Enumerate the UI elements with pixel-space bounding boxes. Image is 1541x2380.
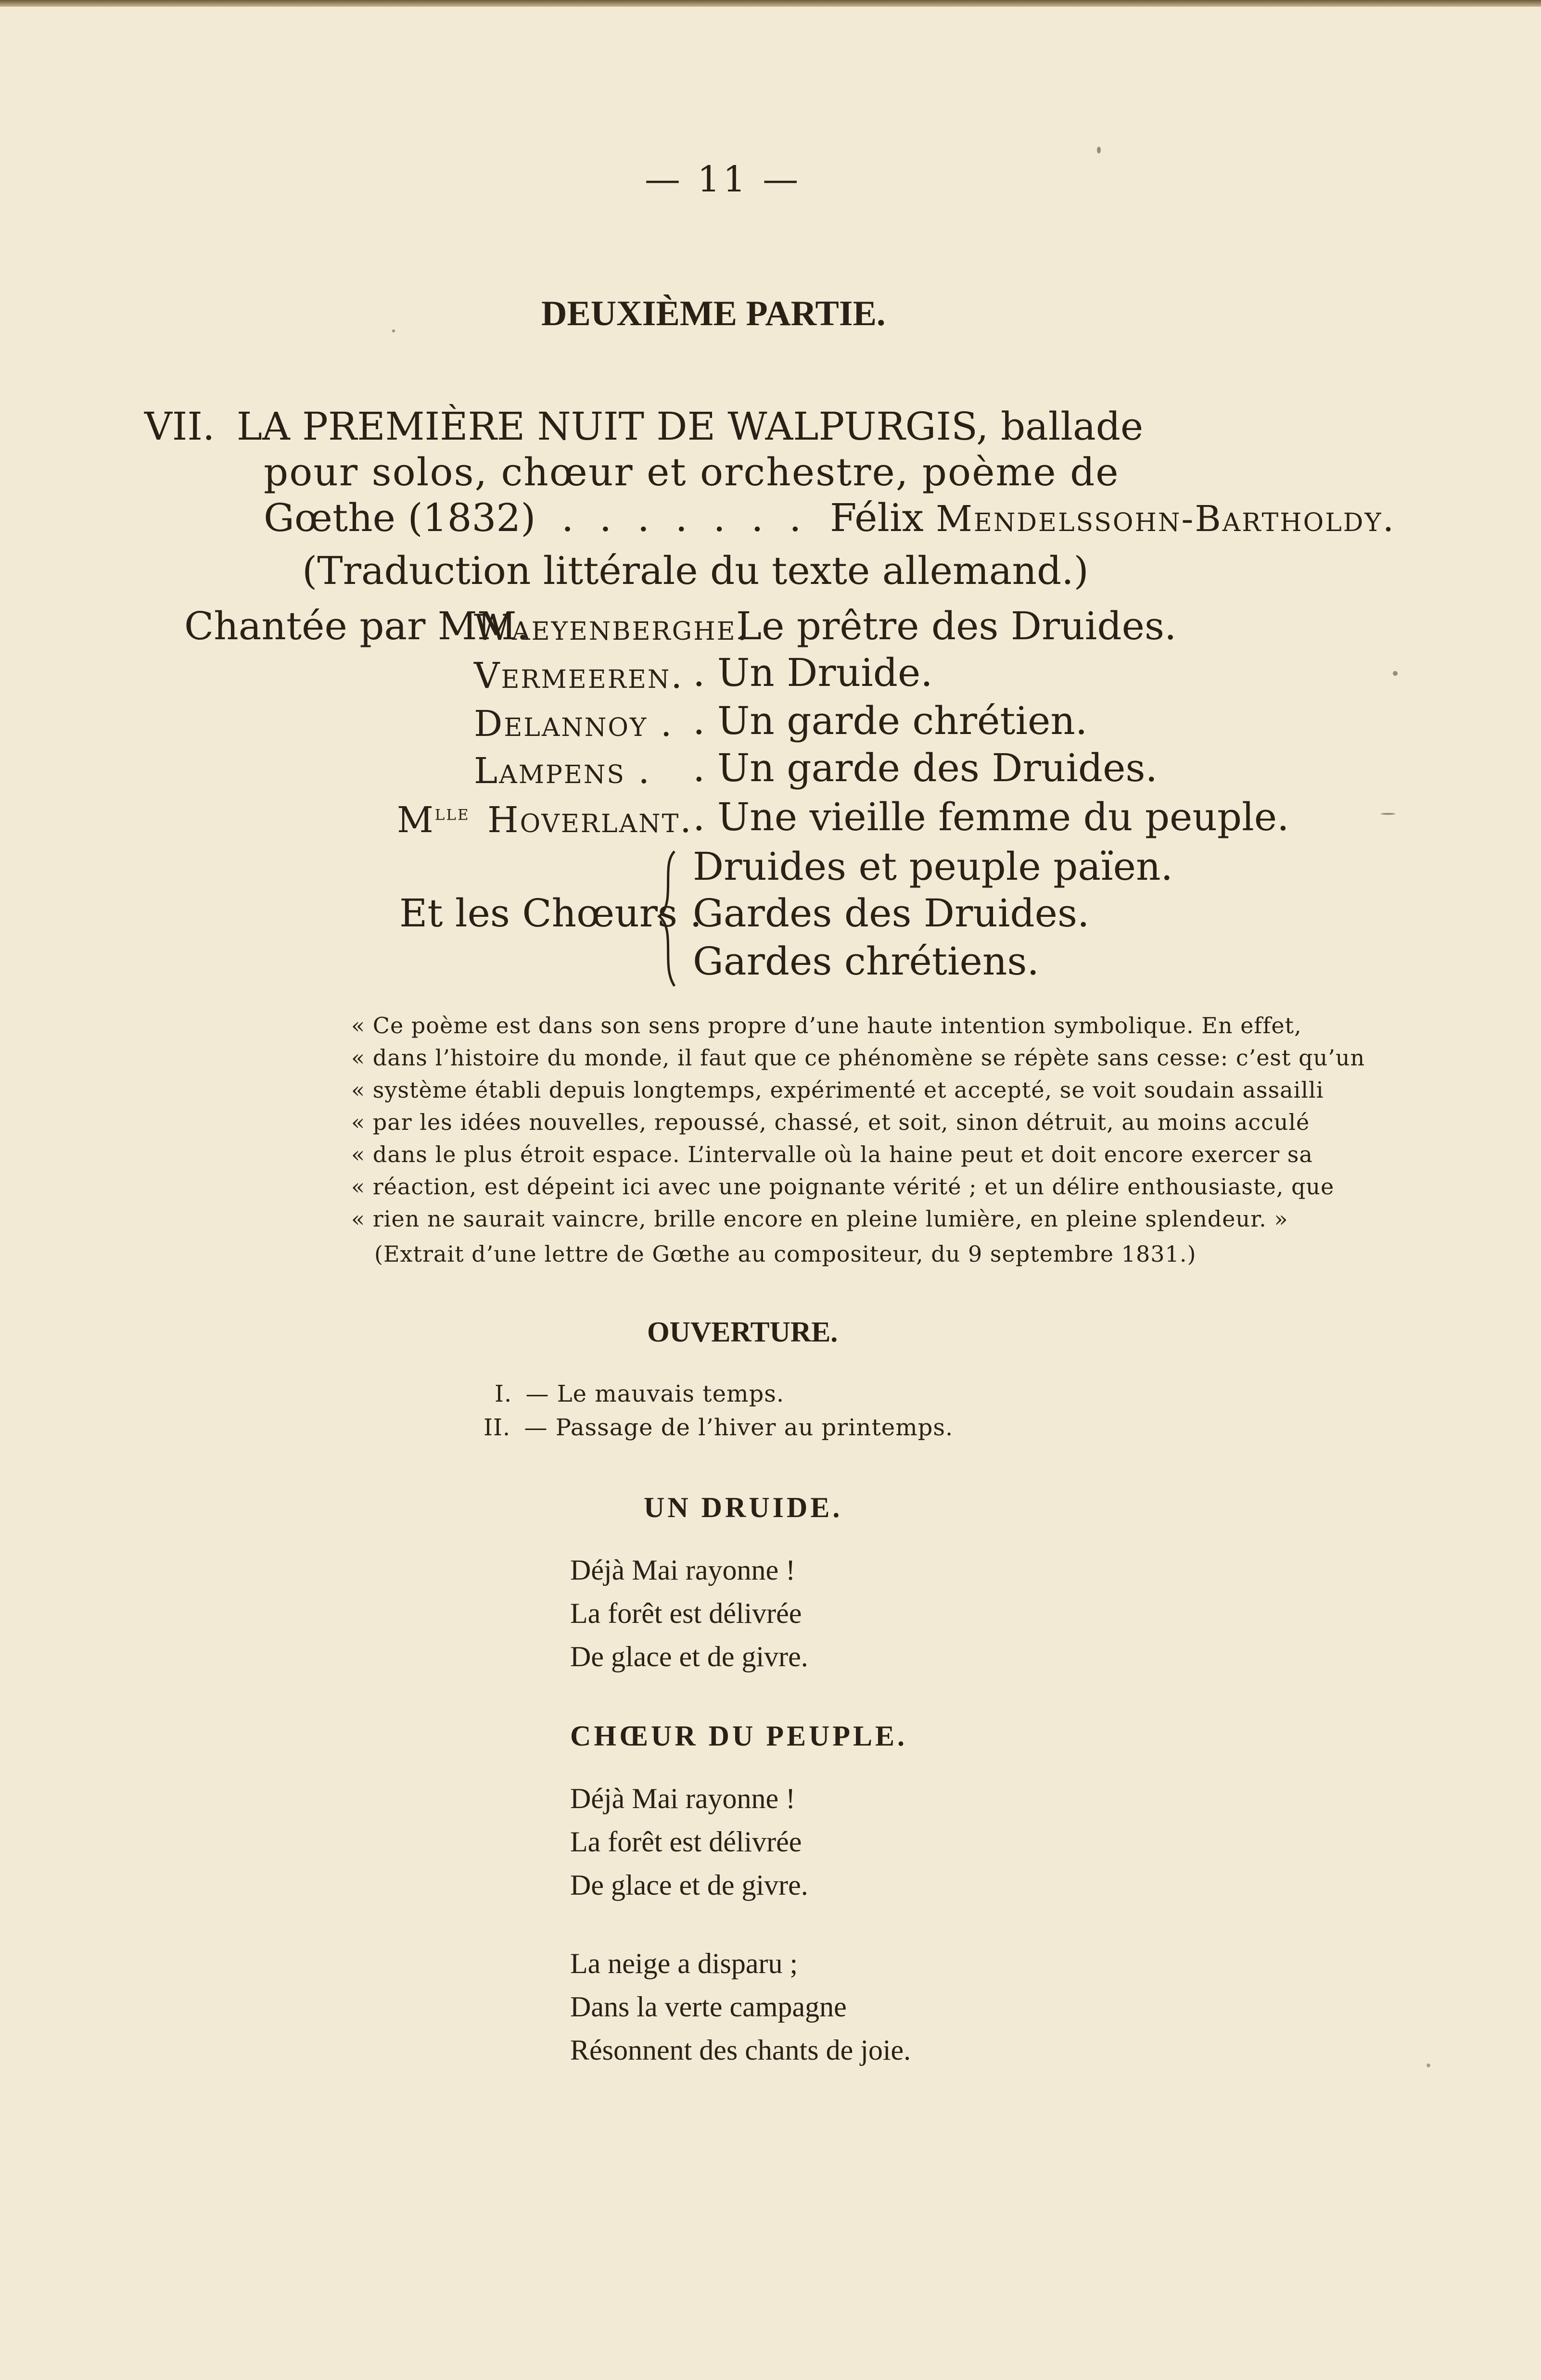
quote-line: « système établi depuis longtemps, expérimenté et accepté, se voit soudain assailli (351, 1077, 1324, 1103)
verse-line: Déjà Mai rayonne ! (570, 1783, 796, 1814)
work-heading-line3 (264, 495, 1395, 540)
verse-line: De glace et de givre. (570, 1869, 808, 1901)
work-heading-line2: pour solos, chœur et orchestre, poème de (264, 450, 1120, 494)
title-prefix: M (397, 799, 435, 841)
overture-title: OUVERTURE. (647, 1316, 838, 1348)
singer-name: Waeyenberghe. (474, 607, 750, 648)
leader-dots: . . . . . . . (561, 495, 808, 540)
paper-speck (1393, 671, 1398, 676)
composer-last-name: Mendelssohn-Bartholdy. (936, 498, 1396, 540)
page-number: — 11 — (645, 159, 802, 200)
singer-name: Hoverlant. (487, 799, 693, 841)
singer-name-miss (397, 799, 693, 841)
singer-role: . Un Druide. (693, 650, 933, 695)
verse-line: La neige a disparu ; (570, 1948, 798, 1979)
choir-item: Gardes chrétiens. (693, 939, 1039, 984)
paper-speck (1381, 813, 1395, 815)
choirs-label: Et les Chœurs . (399, 891, 702, 936)
verse-line: La forêt est délivrée (570, 1597, 802, 1629)
section-title: UN DRUIDE. (644, 1492, 843, 1523)
overture-item-text: — Le mauvais temps. (525, 1380, 785, 1407)
paper-speck (1426, 2064, 1430, 2067)
quote-line: « Ce poème est dans son sens propre d’une haute intention symbolique. En effet, (351, 1013, 1302, 1038)
singer-name: Delannoy . (474, 703, 674, 745)
work-genre: ballade (1000, 404, 1144, 449)
section-title: CHŒUR DU PEUPLE. (570, 1720, 908, 1752)
verse-line: La forêt est délivrée (570, 1826, 802, 1858)
singer-role: . Une vieille femme du peuple. (693, 795, 1289, 839)
paper-speck (392, 329, 395, 332)
paper-speck (1097, 147, 1101, 153)
quote-line: « dans l’histoire du monde, il faut que ce phénomène se répète sans cesse: c’est qu’un (351, 1045, 1365, 1071)
verse-line: De glace et de givre. (570, 1641, 808, 1672)
overture-item-number: I. (495, 1380, 512, 1407)
choir-item: Gardes des Druides. (693, 891, 1090, 936)
quote-line: « par les idées nouvelles, repoussé, chassé, et soit, sinon détruit, au moins acculé (351, 1109, 1310, 1135)
singer-role: . Un garde des Druides. (693, 746, 1158, 790)
cast-intro: Chantée par MM. (184, 604, 529, 648)
composer-first-name: Félix (829, 495, 924, 540)
page-top-edge (0, 0, 1541, 7)
work-numeral: VII. (144, 404, 215, 449)
part-title: DEUXIÈME PARTIE. (541, 294, 886, 333)
translation-note: (Traduction littérale du texte allemand.) (302, 548, 1089, 593)
verse-line: Déjà Mai rayonne ! (570, 1554, 796, 1586)
quote-line: « rien ne saurait vaincre, brille encore en pleine lumière, en pleine splendeur. » (351, 1206, 1288, 1232)
choir-brace-icon (655, 847, 684, 991)
overture-item-text: — Passage de l’hiver au printemps. (524, 1414, 954, 1441)
quote-line: « réaction, est dépeint ici avec une poignante vérité ; et un délire enthousiaste, que (351, 1174, 1335, 1200)
singer-role: Le prêtre des Druides. (736, 604, 1177, 648)
work-title: LA PREMIÈRE NUIT DE WALPURGIS, (236, 404, 989, 449)
work-heading-line1 (144, 404, 1143, 449)
title-superscript: lle (434, 800, 470, 825)
singer-name: Vermeeren. (474, 655, 684, 696)
overture-item-number: II. (484, 1414, 511, 1441)
singer-role: . Un garde chrétien. (693, 698, 1088, 743)
singer-name: Lampens . (474, 750, 651, 792)
overture-item (484, 1414, 953, 1441)
quote-source: (Extrait d’une lettre de Gœthe au compositeur, du 9 septembre 1831.) (374, 1241, 1197, 1267)
verse-line: Dans la verte campagne (570, 1991, 847, 2023)
overture-item (495, 1380, 784, 1407)
quote-line: « dans le plus étroit espace. L’intervalle où la haine peut et doit encore exercer sa (351, 1141, 1313, 1167)
work-date: Gœthe (1832) (264, 495, 536, 540)
choir-item: Druides et peuple païen. (693, 844, 1173, 889)
verse-line: Résonnent des chants de joie. (570, 2034, 911, 2066)
